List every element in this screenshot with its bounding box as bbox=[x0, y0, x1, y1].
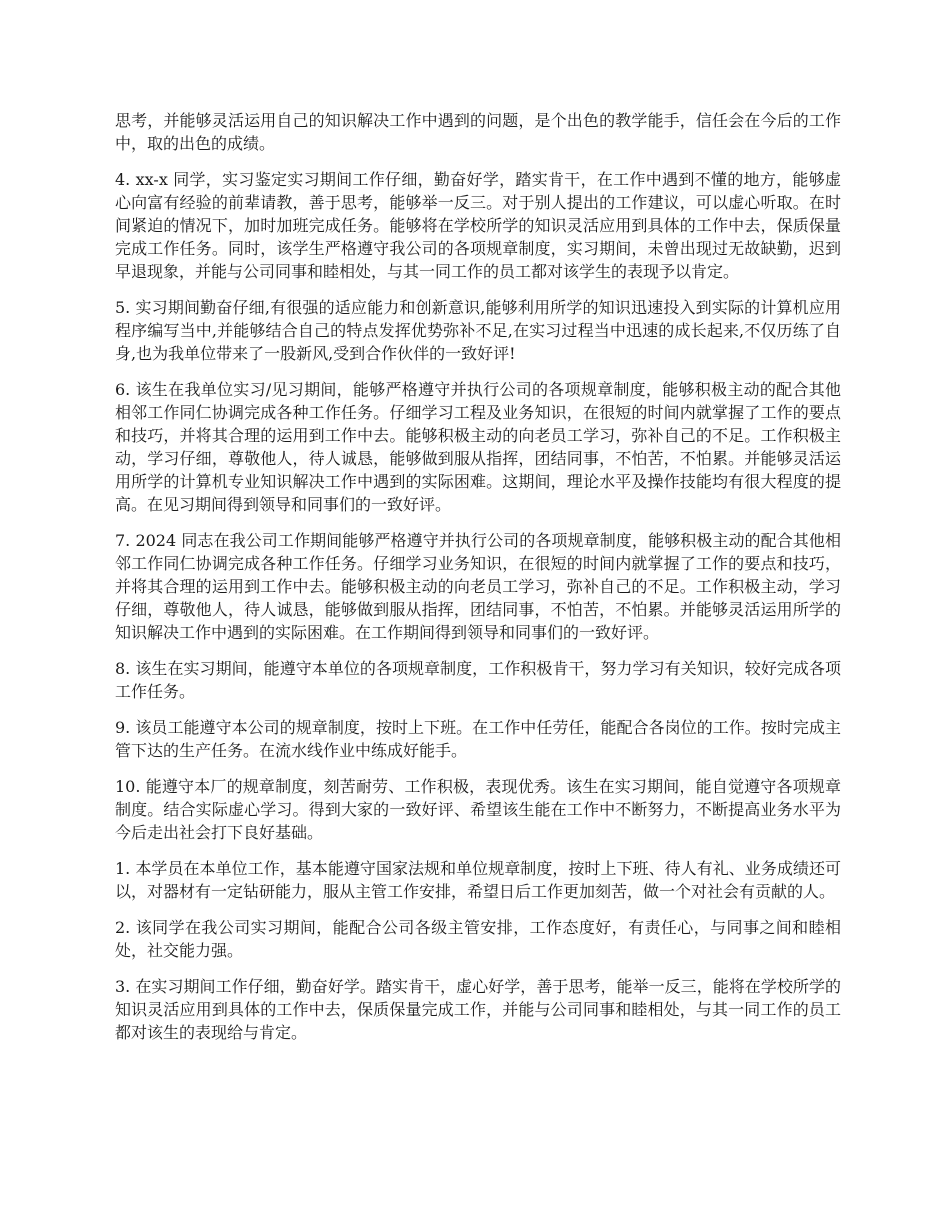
paragraph-3: 5. 实习期间勤奋仔细,有很强的适应能力和创新意识,能够利用所学的知识迅速投入到实际的计算机应用程序编写当中,并能够结合自己的特点发挥优势弥补不足,在实习过程当中迅速的成长起来,不仅历练了自身,也为我单位带来了一股新风,受到合作伙伴的一致好评! bbox=[115, 298, 841, 363]
paragraph-2: 4. xx-x 同学，实习鉴定实习期间工作仔细，勤奋好学，踏实肯干，在工作中遇到不懂的地方，能够虚心向富有经验的前辈请教，善于思考，能够举一反三。对于别人提出的工作建议，可以虚心听取。在时间紧迫的情况下，加时加班完成任务。能够将在学校所学的知识灵活应用到具体的工作中去，保质保量完成工作任务。同时，该学生严格遵守我公司的各项规章制度，实习期间，未曾出现过无故缺勤，迟到早退现象，并能与公司同事和睦相处，与其一同工作的员工都对该学生的表现予以肯定。 bbox=[115, 170, 841, 281]
paragraph-10: 2. 该同学在我公司实习期间，能配合公司各级主管安排，工作态度好，有责任心，与同事之间和睦相处，社交能力强。 bbox=[115, 918, 841, 960]
paragraph-9: 1. 本学员在本单位工作，基本能遵守国家法规和单位规章制度，按时上下班、待人有礼、业务成绩还可以，对器材有一定钻研能力，服从主管工作安排，希望日后工作更加刻苦，做一个对社会有贡献的人。 bbox=[115, 859, 841, 901]
paragraph-6: 8. 该生在实习期间，能遵守本单位的各项规章制度，工作积极肯干，努力学习有关知识，较好完成各项工作任务。 bbox=[115, 659, 841, 701]
paragraph-8: 10. 能遵守本厂的规章制度，刻苦耐劳、工作积极，表现优秀。该生在实习期间，能自觉遵守各项规章制度。结合实际虚心学习。得到大家的一致好评、希望该生能在工作中不断努力，不断提高业务水平为今后走出社会打下良好基础。 bbox=[115, 777, 841, 842]
paragraph-7: 9. 该员工能遵守本公司的规章制度，按时上下班。在工作中任劳任，能配合各岗位的工作。按时完成主管下达的生产任务。在流水线作业中练成好能手。 bbox=[115, 718, 841, 760]
paragraph-1: 思考，并能够灵活运用自己的知识解决工作中遇到的问题，是个出色的教学能手，信任会在今后的工作中，取的出色的成绩。 bbox=[115, 111, 841, 153]
paragraph-5: 7. 2024 同志在我公司工作期间能够严格遵守并执行公司的各项规章制度，能够积极主动的配合其他相邻工作同仁协调完成各种工作任务。仔细学习业务知识，在很短的时间内就掌握了工作的要点和技巧，并将其合理的运用到工作中去。能够积极主动的向老员工学习，弥补自己的不足。工作积极主动，学习仔细，尊敬他人，待人诚恳，能够做到服从指挥，团结同事，不怕苦，不怕累。并能够灵活运用所学的知识解决工作中遇到的实际困难。在工作期间得到领导和同事们的一致好评。 bbox=[115, 531, 841, 642]
paragraph-4: 6. 该生在我单位实习/见习期间，能够严格遵守并执行公司的各项规章制度，能够积极主动的配合其他相邻工作同仁协调完成各种工作任务。仔细学习工程及业务知识，在很短的时间内就掌握了工作的要点和技巧，并将其合理的运用到工作中去。能够积极主动的向老员工学习，弥补自己的不足。工作积极主动，学习仔细，尊敬他人，待人诚恳，能够做到服从指挥，团结同事，不怕苦，不怕累。并能够灵活运用所学的计算机专业知识解决工作中遇到的实际困难。这期间，理论水平及操作技能均有很大程度的提高。在见习期间得到领导和同事们的一致好评。 bbox=[115, 380, 841, 514]
document-body bbox=[115, 109, 841, 1057]
paragraph-11: 3. 在实习期间工作仔细，勤奋好学。踏实肯干，虚心好学，善于思考，能举一反三，能将在学校所学的知识灵活应用到具体的工作中去，保质保量完成工作，并能与公司同事和睦相处，与其一同工作的员工都对该生的表现给与肯定。 bbox=[115, 977, 841, 1042]
